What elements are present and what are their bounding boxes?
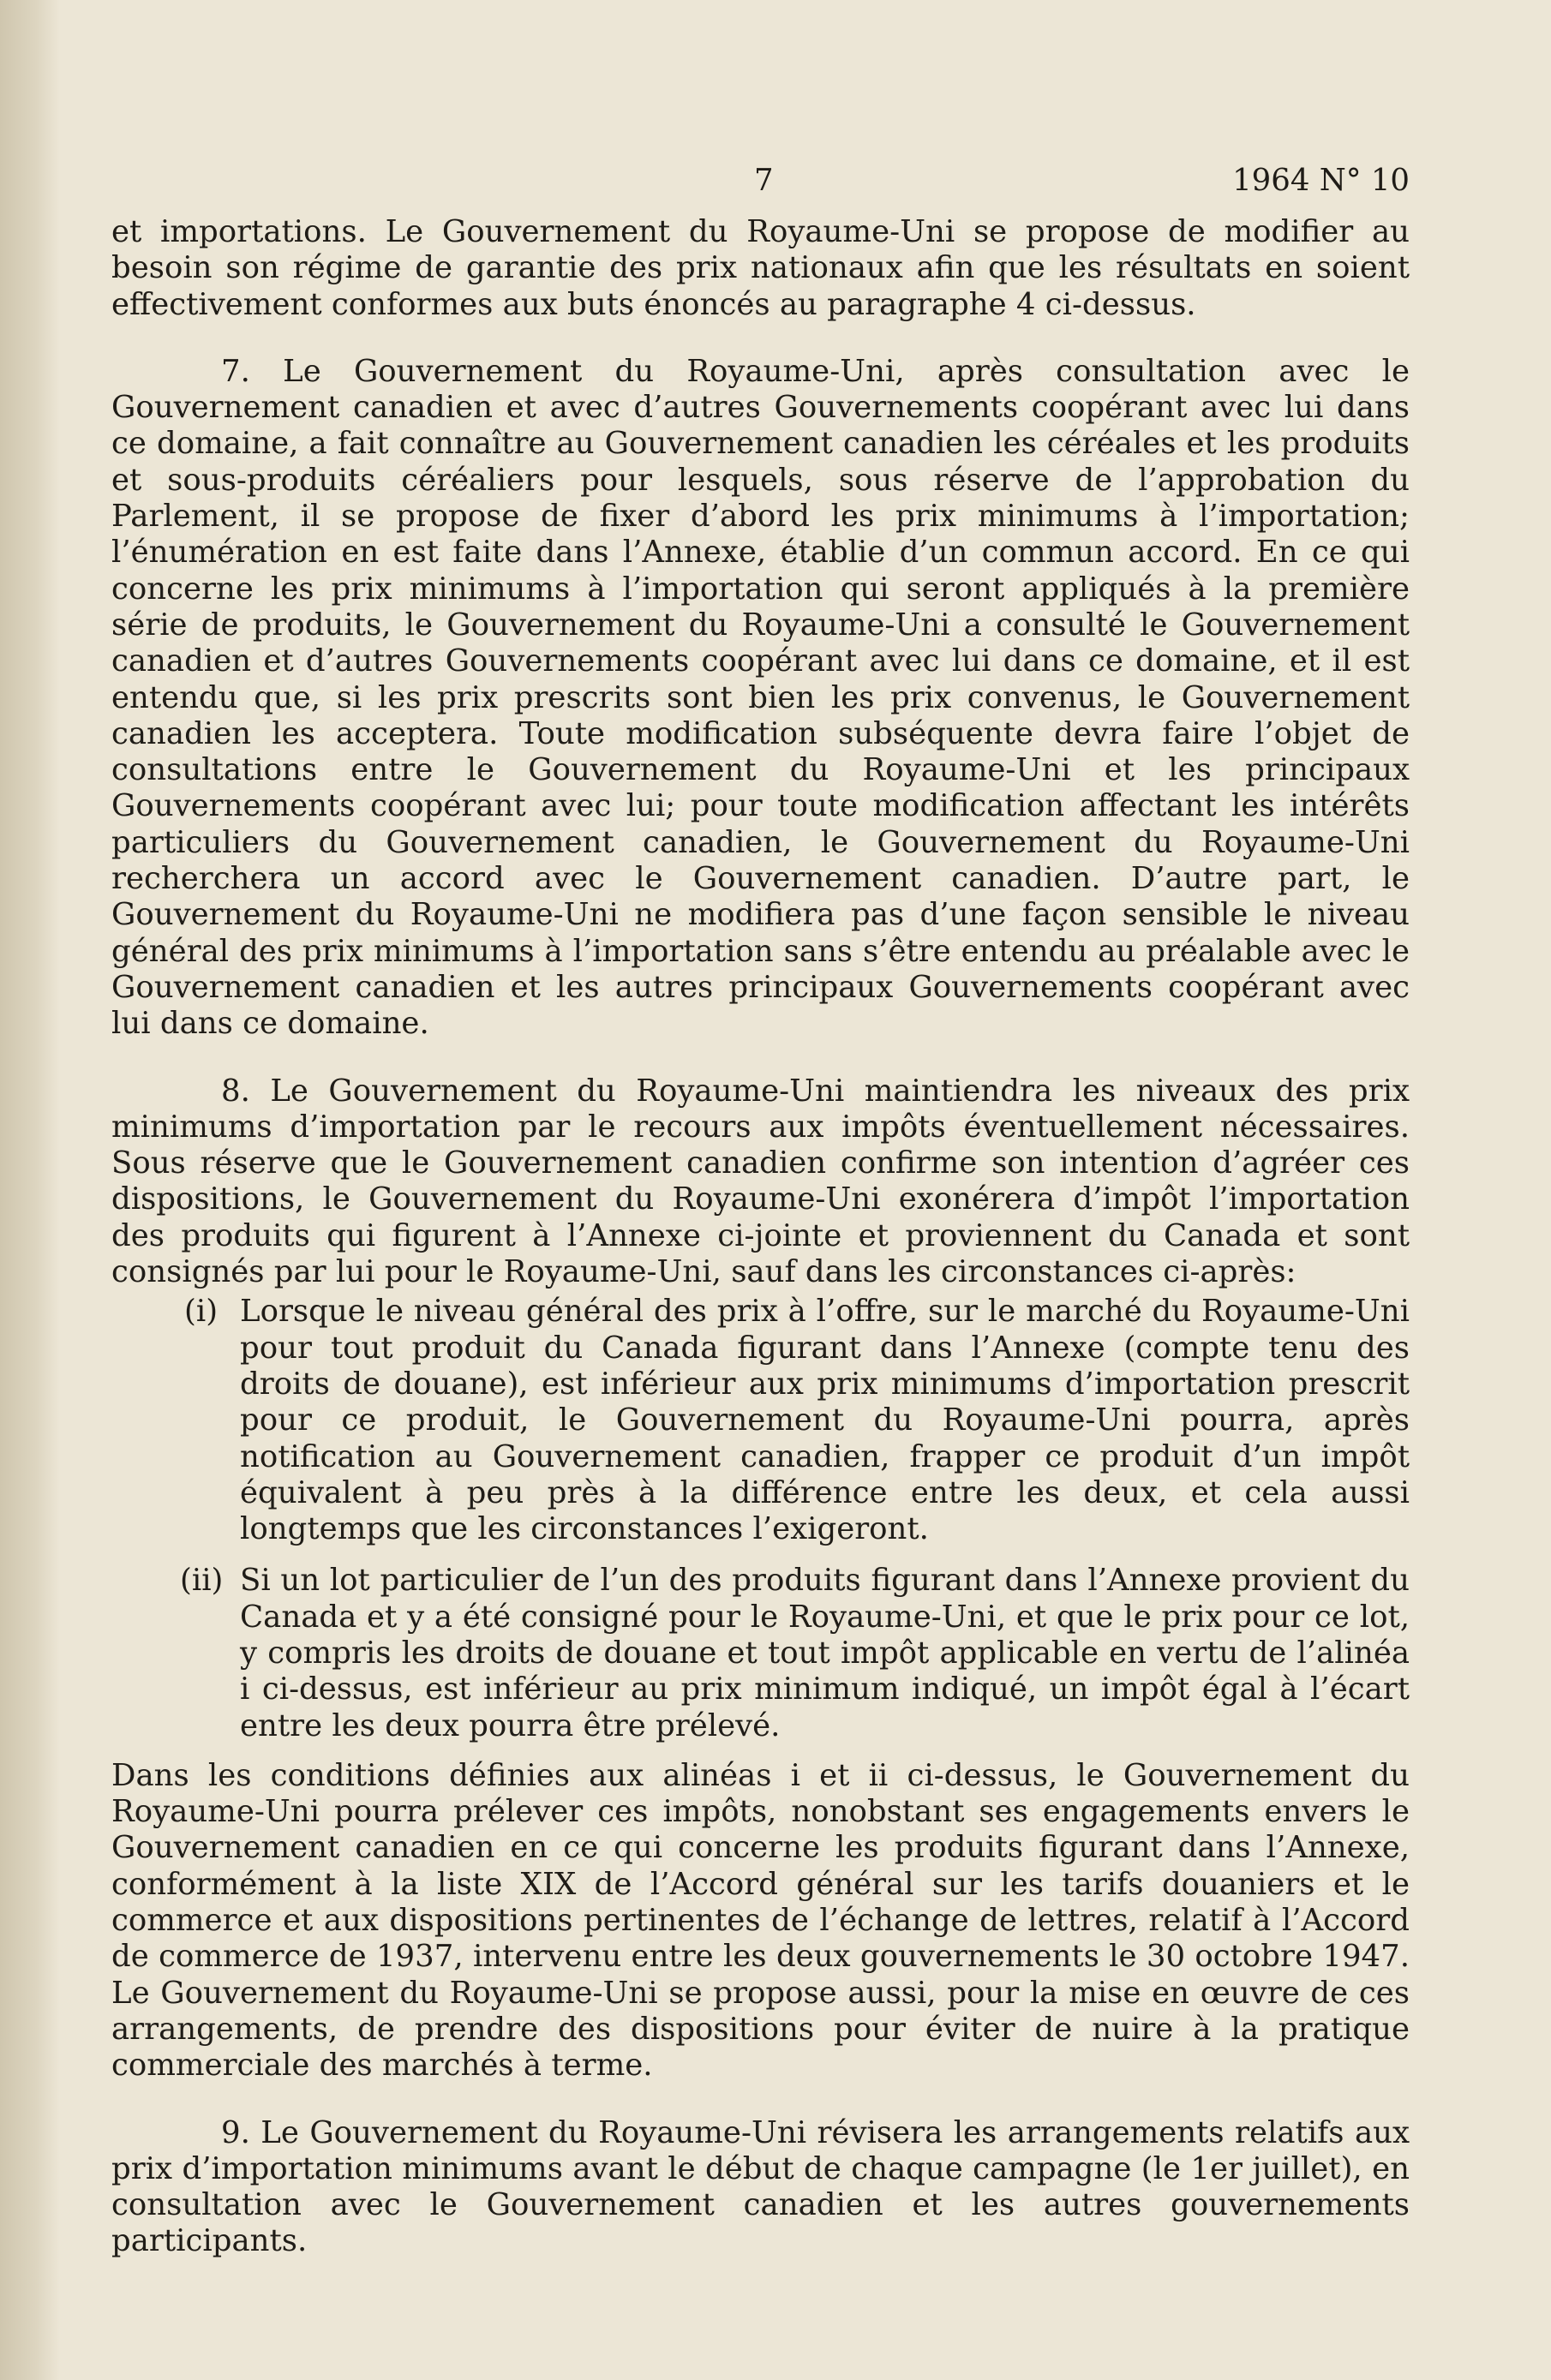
list-item-label: (i) bbox=[184, 1294, 219, 1330]
list-item-text: Si un lot particulier de l’un des produits figurant dans l’Annexe provient du Canada et y a été consigné pour le Royaume-Uni, et que le prix pour ce lot, y compris les droits de douane et tout impôt applicable en vertu de l’alinéa i ci-dessus, est inférieur au prix minimum indiqué, un impôt égal à l’écart entre les deux pourra être prélevé. bbox=[240, 1563, 1410, 1743]
list-item-i bbox=[111, 1294, 1410, 1547]
book-gutter bbox=[0, 0, 60, 2380]
list-item-text: Lorsque le niveau général des prix à l’offre, sur le marché du Royaume-Uni pour tout produit du Canada figurant dans l’Annexe (compte tenu des droits de douane), est inférieur aux prix minimums d’importation prescrit pour ce produit, le Gouvernement du Royaume-Uni pourra, après notification au Gouvernement canadien, frapper ce produit d’un impôt équivalent à peu près à la différence entre les deux, et cela aussi longtemps que les circonstances l’exigeront. bbox=[240, 1294, 1410, 1547]
paragraph-9: 9. Le Gouvernement du Royaume-Uni révisera les arrangements relatifs aux prix d’importation minimums avant le début de chaque campagne (le 1er juillet), en consultation avec le Gouvernement canadien et les autres gouvernements participants. bbox=[111, 2114, 1410, 2259]
list-item-ii bbox=[111, 1563, 1410, 1743]
page-header bbox=[111, 163, 1410, 214]
paragraph-8: 8. Le Gouvernement du Royaume-Uni maintiendra les niveaux des prix minimums d’importation par le recours aux impôts éventuellement nécessaires. Sous réserve que le Gouvernement canadien confirme son intention d’agréer ces dispositions, le Gouvernement du Royaume-Uni exonérera d’impôt l’importation des produits qui figurent à l’Annexe ci-jointe et proviennent du Canada et sont consignés par lui pour le Royaume-Uni, sauf dans les circonstances ci-après: bbox=[111, 1073, 1410, 1290]
document-page bbox=[111, 163, 1410, 2260]
list-item-label: (ii) bbox=[180, 1563, 224, 1599]
paragraph-7: 7. Le Gouvernement du Royaume-Uni, après consultation avec le Gouvernement canadien et avec d’autres Gouvernements coopérant avec lui dans ce domaine, a fait connaître au Gouvernement canadien les céréales et les produits et sous-produits céréaliers pour lesquels, sous réserve de l’approbation du Parlement, il se propose de fixer d’abord les prix minimums à l’importation; l’énumération en est faite dans l’Annexe, établie d’un commun accord. En ce qui concerne les prix minimums à l’importation qui seront appliqués à la première série de produits, le Gouvernement du Royaume-Uni a consulté le Gouvernement canadien et d’autres Gouvernements coopérant avec lui dans ce domaine, et il est entendu que, si les prix prescrits sont bien les prix convenus, le Gouvernement canadien les acceptera. Toute modification subséquente devra faire l’objet de consultations entre le Gouvernement du Royaume-Uni et les principaux Gouvernements coopérant avec lui; pour toute modification affectant les intérêts particuliers du Gouvernement canadien, le Gouvernement du Royaume-Uni recherchera un accord avec le Gouvernement canadien. D’autre part, le Gouvernement du Royaume-Uni ne modifiera pas d’une façon sensible le niveau général des prix minimums à l’importation sans s’être entendu au préalable avec le Gouvernement canadien et les autres principaux Gouvernements coopérant avec lui dans ce domaine. bbox=[111, 353, 1410, 1042]
paragraph-8-continuation: Dans les conditions définies aux alinéas i et ii ci-dessus, le Gouvernement du Royaume-Uni pourra prélever ces impôts, nonobstant ses engagements envers le Gouvernement canadien en ce qui concerne les produits figurant dans l’Annexe, conformément à la liste XIX de l’Accord général sur les tarifs douaniers et le commerce et aux dispositions pertinentes de l’échange de lettres, relatif à l’Accord de commerce de 1937, intervenu entre les deux gouvernements le 30 octobre 1947. Le Gouvernement du Royaume-Uni se propose aussi, pour la mise en œuvre de ces arrangements, de prendre des dispositions pour éviter de nuire à la pratique commerciale des marchés à terme. bbox=[111, 1757, 1410, 2084]
paragraph-continuation: et importations. Le Gouvernement du Royaume-Uni se propose de modifier au besoin son régime de garantie des prix nationaux afin que les résultats en soient effectivement conformes aux buts énoncés au paragraphe 4 ci-dessus. bbox=[111, 214, 1410, 322]
page-number: 7 bbox=[754, 163, 774, 198]
document-reference: 1964 N° 10 bbox=[1232, 163, 1410, 198]
